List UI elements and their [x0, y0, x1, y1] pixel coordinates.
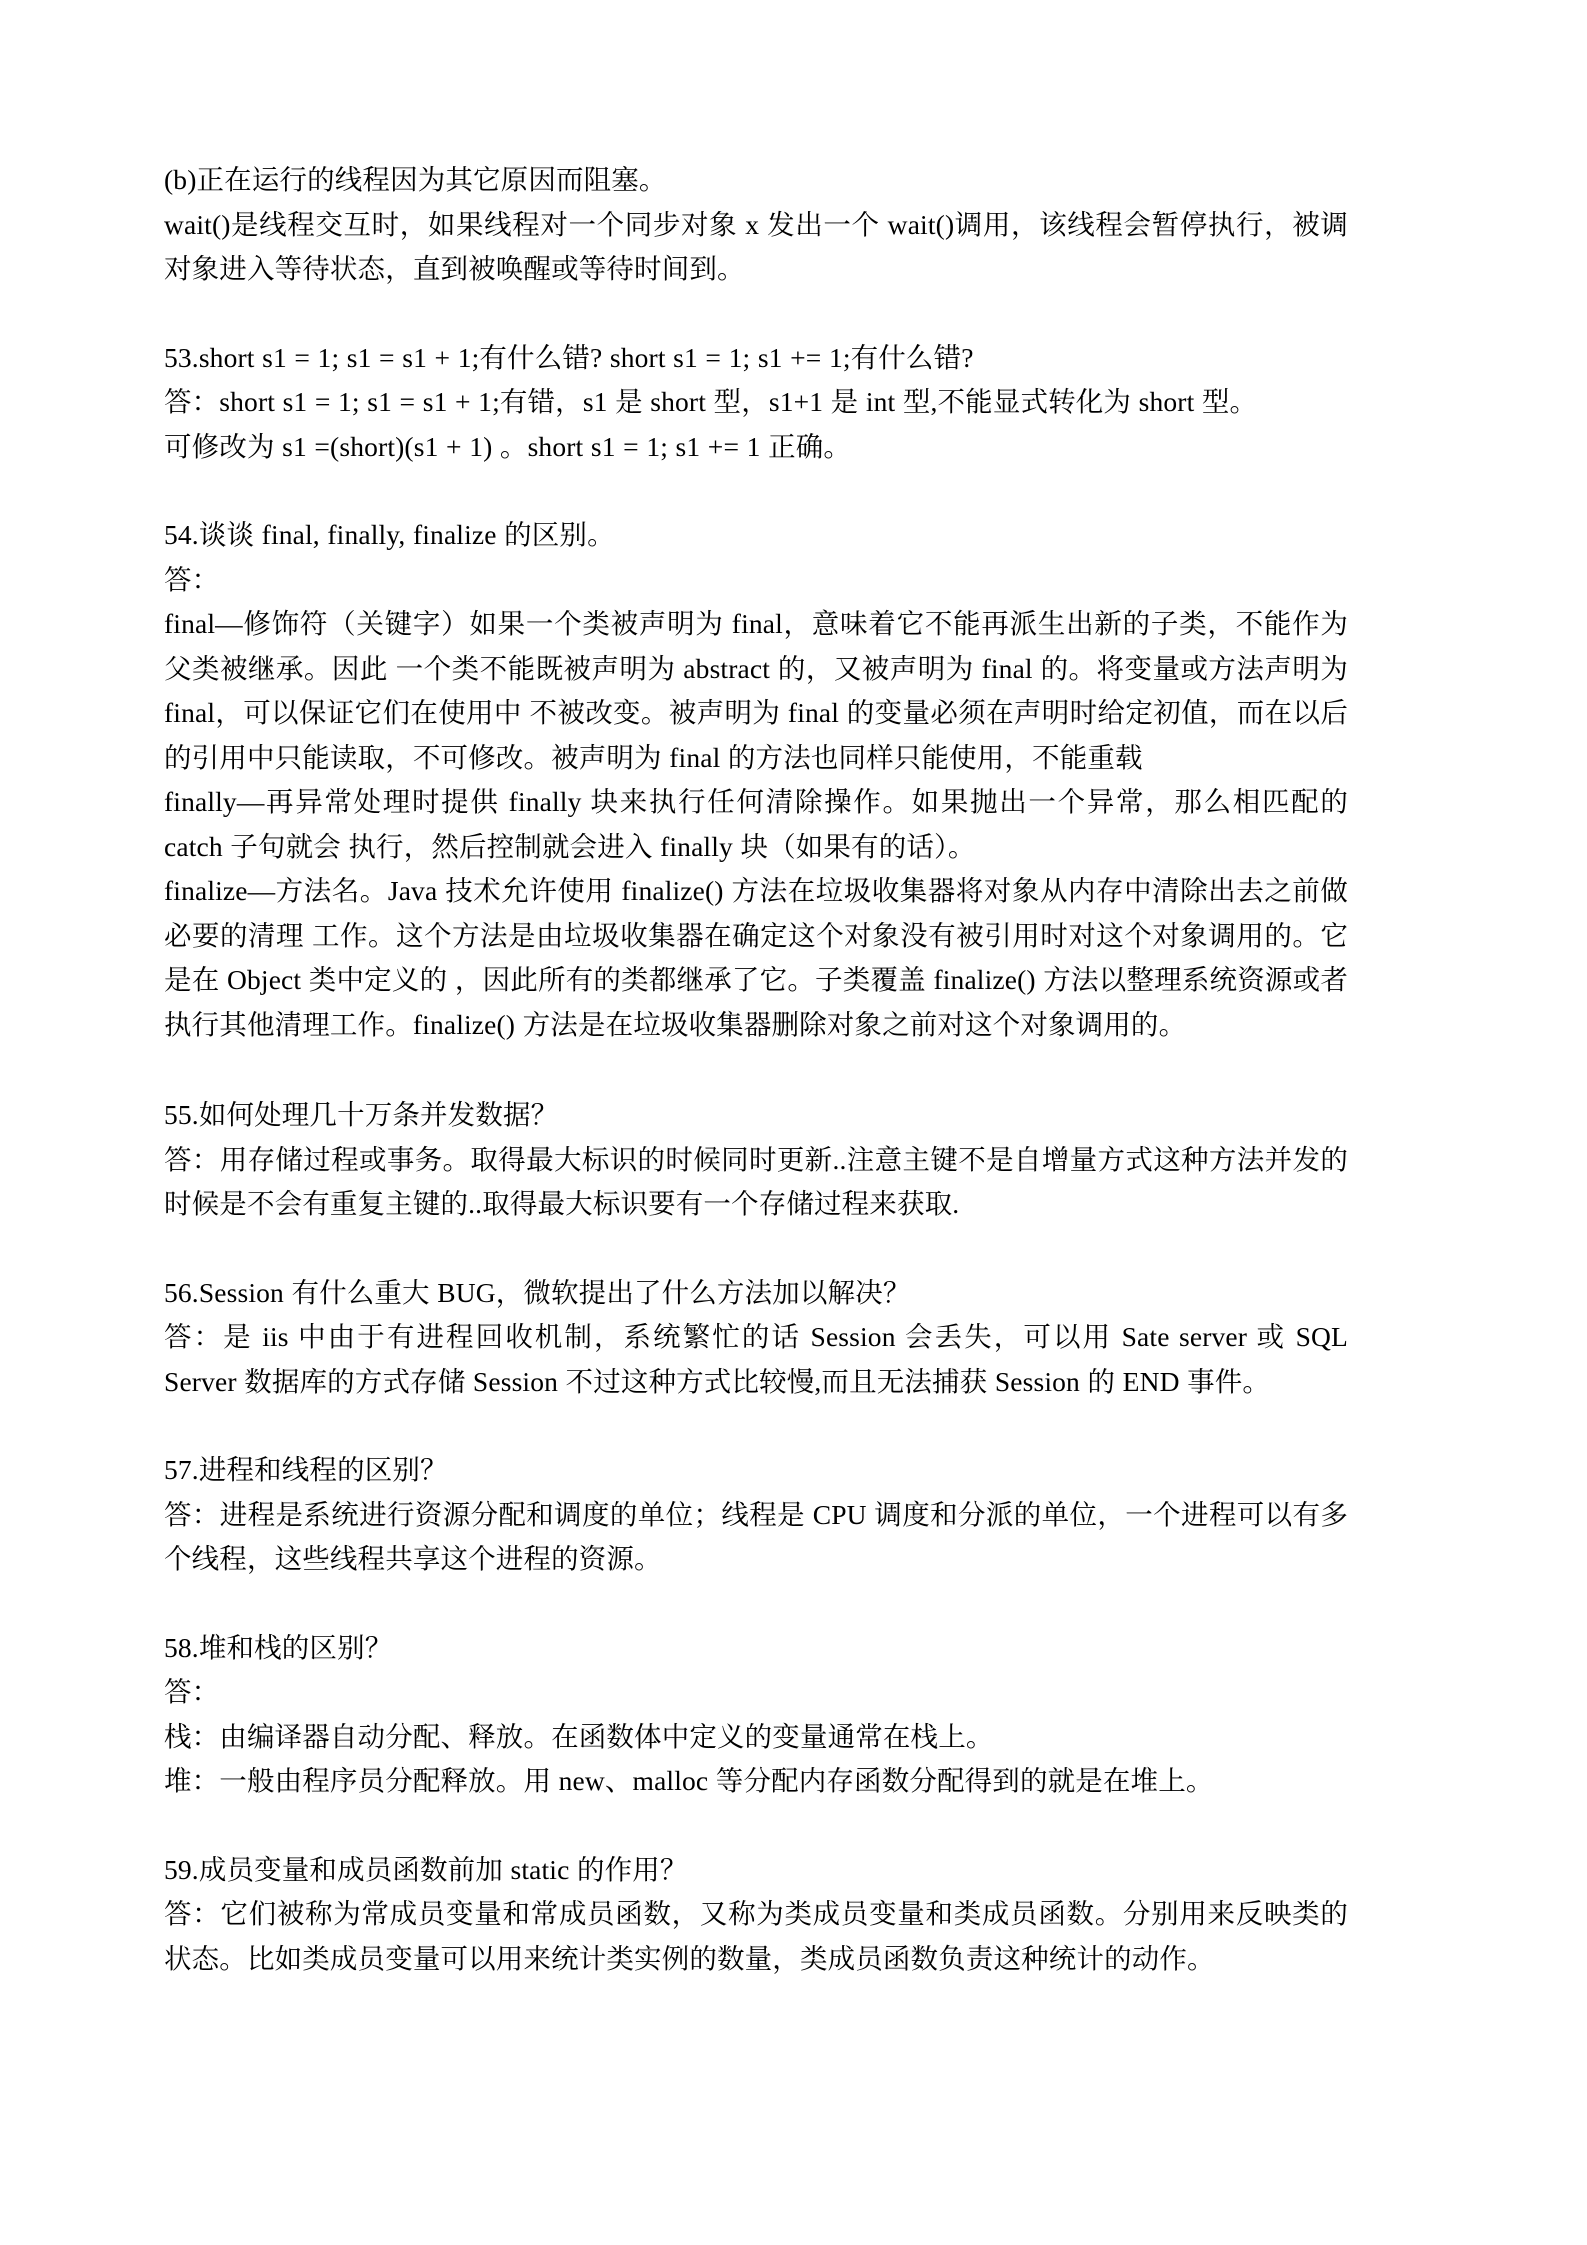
question-53-answer-line-1: 答：short s1 = 1; s1 = s1 + 1;有错，s1 是 short 型，s1+1 是 int 型,不能显式转化为 short 型。	[164, 386, 1258, 417]
paragraph-intro-b: (b)正在运行的线程因为其它原因而阻塞。	[164, 164, 667, 195]
question-58-answer-label: 答：	[164, 1676, 220, 1707]
document-content	[164, 158, 1348, 1981]
question-59-answer: 答：它们被称为常成员变量和常成员函数，又称为类成员变量和类成员函数。分别用来反映类的状态。比如类成员变量可以用来统计类实例的数量，类成员函数负责这种统计的动作。	[164, 1898, 1348, 1974]
question-54-title: 54.谈谈 final, finally, finalize 的区别。	[164, 519, 615, 550]
question-58-title: 58.堆和栈的区别？	[164, 1631, 393, 1663]
spacer	[164, 1804, 1348, 1848]
spacer	[164, 1227, 1348, 1271]
question-58-answer-stack: 栈：由编译器自动分配、释放。在函数体中定义的变量通常在栈上。	[164, 1720, 994, 1752]
spacer	[164, 292, 1348, 336]
question-57-title: 57.进程和线程的区别？	[164, 1454, 448, 1485]
question-55-title: 55.如何处理几十万条并发数据？	[164, 1099, 559, 1130]
paragraph-intro-wait: wait()是线程交互时，如果线程对一个同步对象 x 发出一个 wait()调用，该线程会暂停执行，被调对象进入等待状态，直到被唤醒或等待时间到。	[164, 208, 1348, 284]
spacer	[164, 1582, 1348, 1626]
question-53-answer-line-2: 可修改为 s1 =(short)(s1 + 1) 。short s1 = 1; s1 += 1 正确。	[164, 430, 852, 462]
question-54-answer-finalize: finalize—方法名。Java 技术允许使用 finalize() 方法在垃圾收集器将对象从内存中清除出去之前做必要的清理 工作。这个方法是由垃圾收集器在确定这个对象没有被引用时对这个对象调用的。它是在 Object 类中定义的 ，因此所有的类都继承了它。子类覆盖 finalize() 方法以整理系统资源或者执行其他清理工作。finalize() 方法是在垃圾收集器删除对象之前对这个对象调用的。	[164, 875, 1348, 1040]
question-54-answer-finally: finally—再异常处理时提供 finally 块来执行任何清除操作。如果抛出一个异常，那么相匹配的 catch 子句就会 执行，然后控制就会进入 finally 块（如果有的话）。	[164, 786, 1348, 862]
spacer	[164, 1404, 1348, 1448]
question-54-answer-label: 答：	[164, 563, 220, 595]
question-55-answer: 答：用存储过程或事务。取得最大标识的时候同时更新..注意主键不是自增量方式这种方法并发的时候是不会有重复主键的..取得最大标识要有一个存储过程来获取.	[164, 1143, 1348, 1219]
question-53-title: 53.short s1 = 1; s1 = s1 + 1;有什么错? short s1 = 1; s1 += 1;有什么错?	[164, 341, 974, 373]
spacer	[164, 469, 1348, 513]
spacer	[164, 1047, 1348, 1093]
question-57-answer: 答：进程是系统进行资源分配和调度的单位；线程是 CPU 调度和分派的单位，一个进程可以有多个线程，这些线程共享这个进程的资源。	[164, 1498, 1348, 1574]
question-59-title: 59.成员变量和成员函数前加 static 的作用？	[164, 1853, 688, 1885]
question-56-answer: 答：是 iis 中由于有进程回收机制，系统繁忙的话 Session 会丢失，可以用 Sate server 或 SQL Server 数据库的方式存储 Session 不过这种方式比较慢,而且无法捕获 Session 的 END 事件。	[164, 1321, 1348, 1397]
question-56-title: 56.Session 有什么重大 BUG，微软提出了什么方法加以解决？	[164, 1276, 911, 1308]
question-54-answer-final: final—修饰符（关键字）如果一个类被声明为 final，意味着它不能再派生出新的子类，不能作为父类被继承。因此 一个类不能既被声明为 abstract 的，又被声明为 final 的。将变量或方法声明为 final，可以保证它们在使用中 不被改变。被声明为 final 的变量必须在声明时给定初值，而在以后的引用中只能读取，不可修改。被声明为 final 的方法也同样只能使用，不能重载	[164, 608, 1348, 773]
question-58-answer-heap: 堆：一般由程序员分配释放。用 new、malloc 等分配内存函数分配得到的就是在堆上。	[164, 1765, 1214, 1796]
